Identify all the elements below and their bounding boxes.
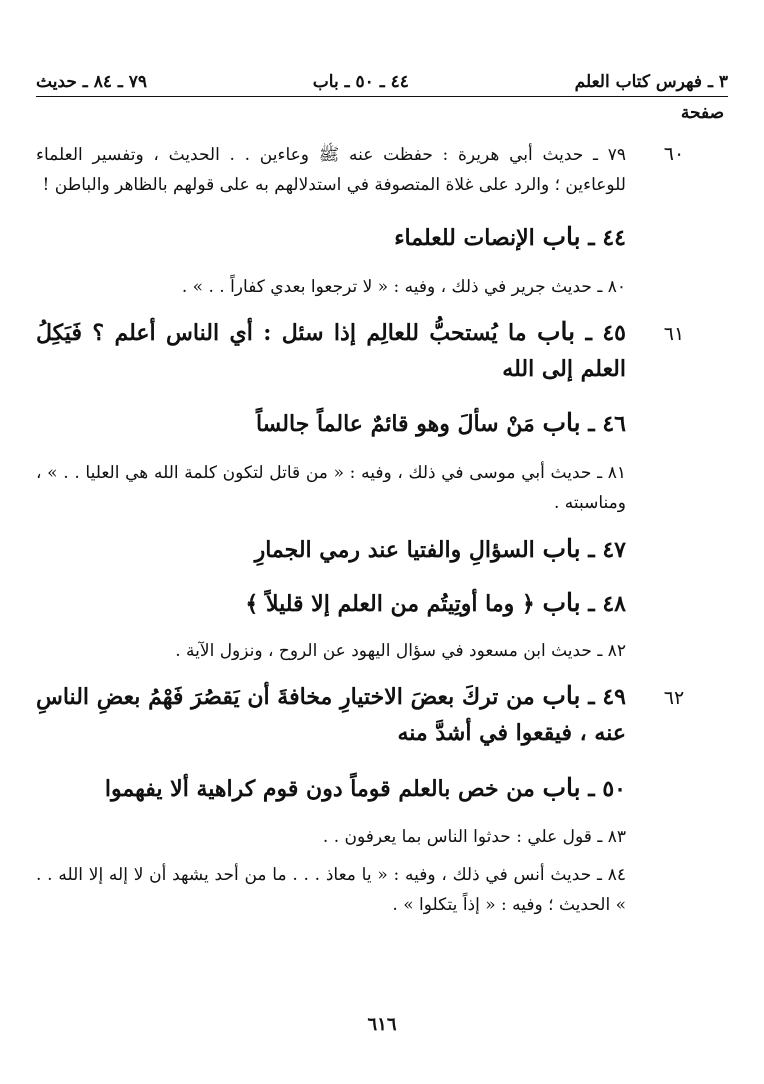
chapter-title: السؤالِ والفتيا عند رمي الجمارِ bbox=[254, 537, 535, 563]
header-left: ٧٩ ـ ٨٤ ـ حديث bbox=[36, 72, 148, 92]
page-ref: ٦١ bbox=[663, 323, 685, 345]
hadith-entry: ٨٤ ـ حديث أنس في ذلك ، وفيه : « يا معاذ . . . ما من أحد يشهد أن لا إله إلا الله . . » الحديث ؛ وفيه : « إذاً يتكلوا » . bbox=[36, 865, 626, 915]
chapter-bab-word: باب bbox=[542, 773, 581, 802]
chapter-heading: ٤٤ ـ باب الإنصات للعلماء bbox=[394, 222, 626, 251]
chapter-heading: ٤٧ ـ باب السؤالِ والفتيا عند رمي الجمارِ bbox=[254, 534, 626, 563]
chapter-heading: ٤٦ ـ باب مَنْ سألَ وهو قائمٌ عالماً جالساً bbox=[255, 408, 626, 437]
chapter-number: ٤٦ bbox=[602, 411, 626, 437]
hadith-entry: ٧٩ ـ حديث أبي هريرة : حفظت عنه ﷺ وعاءين . . الحديث ، وتفسير العلماء للوعاءين ؛ والرد على غلاة المتصوفة في استدلالهم به على قولهم بالظاهر والباطن ! bbox=[36, 145, 626, 195]
chapter-bab-word: باب bbox=[542, 681, 581, 710]
chapter-number: ٤٨ bbox=[602, 591, 626, 617]
page-ref: ٦٠ bbox=[663, 143, 685, 165]
chapter-heading: ٤٨ ـ باب ﴿ وما أوتِيتُم من العلم إلا قليلاً ﴾ bbox=[245, 588, 626, 617]
hadith-entry: ٨٣ ـ قول علي : حدثوا الناس بما يعرفون . . bbox=[322, 827, 626, 847]
chapter-number: ٤٥ bbox=[602, 320, 626, 346]
chapter-heading: ٤٥ ـ باب ما يُستحبُّ للعالِم إذا سئل : أي الناس أعلم ؟ فَيَكِلُ العلم إلى الله bbox=[36, 317, 626, 382]
page-number: ٦١٦ bbox=[367, 1014, 397, 1035]
chapter-title: ﴿ وما أوتِيتُم من العلم إلا قليلاً ﴾ bbox=[245, 591, 535, 617]
chapter-title: من تركَ بعضَ الاختيارِ مخافةَ أن يَقصُرَ فَهْمُ بعضِ الناسِ عنه ، فيقعوا في أشدَّ منه bbox=[36, 684, 626, 746]
page-column-label: صفحة bbox=[680, 103, 724, 123]
chapter-bab-word: باب bbox=[536, 317, 576, 346]
header-right: ٣ ـ فهرس كتاب العلم bbox=[574, 72, 728, 92]
chapter-title: مَنْ سألَ وهو قائمٌ عالماً جالساً bbox=[255, 411, 535, 437]
hadith-entry: ٨٢ ـ حديث ابن مسعود في سؤال اليهود عن الروح ، ونزول الآية . bbox=[175, 641, 626, 661]
page-ref: ٦٢ bbox=[663, 687, 685, 709]
hadith-entry: ٨٠ ـ حديث جرير في ذلك ، وفيه : « لا ترجعوا بعدي كفاراً . . » . bbox=[181, 277, 626, 297]
chapter-title: الإنصات للعلماء bbox=[394, 225, 535, 251]
chapter-bab-word: باب bbox=[542, 222, 581, 251]
chapter-number: ٤٩ bbox=[602, 684, 626, 710]
chapter-title: من خص بالعلم قوماً دون قوم كراهية ألا يفهموا bbox=[104, 776, 535, 802]
chapter-number: ٤٧ bbox=[602, 537, 626, 563]
chapter-number: ٥٠ bbox=[602, 776, 626, 802]
chapter-bab-word: باب bbox=[542, 408, 581, 437]
chapter-bab-word: باب bbox=[542, 534, 581, 563]
chapter-heading: ٤٩ ـ باب من تركَ بعضَ الاختيارِ مخافةَ أن يَقصُرَ فَهْمُ بعضِ الناسِ عنه ، فيقعوا في أشدَّ منه bbox=[36, 681, 626, 746]
chapter-bab-word: باب bbox=[542, 588, 581, 617]
chapter-heading: ٥٠ ـ باب من خص بالعلم قوماً دون قوم كراهية ألا يفهموا bbox=[104, 773, 626, 802]
header-center: ٤٤ ـ ٥٠ ـ باب bbox=[312, 72, 409, 92]
chapter-number: ٤٤ bbox=[602, 225, 626, 251]
chapter-title: ما يُستحبُّ للعالِم إذا سئل : أي الناس أعلم ؟ فَيَكِلُ العلم إلى الله bbox=[36, 320, 626, 382]
hadith-entry: ٨١ ـ حديث أبي موسى في ذلك ، وفيه : « من قاتل لتكون كلمة الله هي العليا . . » ، ومناسبته . bbox=[36, 463, 626, 513]
